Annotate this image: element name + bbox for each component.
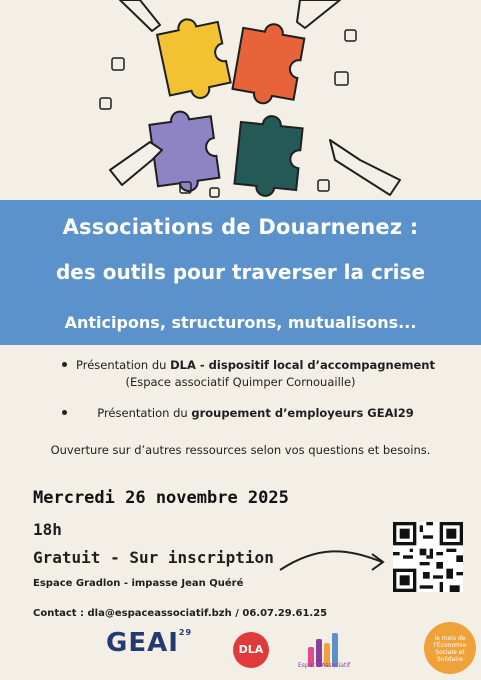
- title-band: [0, 200, 481, 345]
- geai-logo: [106, 628, 192, 658]
- arrow-icon: [278, 540, 388, 580]
- geai-logo-number: 29: [178, 628, 193, 637]
- page-subtitle: des outils pour traverser la crise: [55, 260, 426, 284]
- hand-top-right: [297, 0, 340, 28]
- contact-info[interactable]: Contact : dla@espaceassociatif.bzh / 06.07.29.61.25: [33, 608, 328, 619]
- puzzle-illustration: [0, 0, 481, 200]
- small-piece-outline: [210, 188, 219, 197]
- yellow-puzzle-piece: [155, 13, 232, 104]
- item-text: Présentation du: [97, 406, 192, 420]
- dla-logo: DLA: [233, 632, 269, 668]
- event-time: 18h: [33, 520, 62, 539]
- mois-ess-logo: [424, 622, 476, 674]
- orange-puzzle-piece: [231, 19, 306, 109]
- event-venue: Espace Gradlon - impasse Jean Quéré: [33, 578, 244, 589]
- geai-logo-text: GEAI: [106, 628, 179, 658]
- small-piece-outline: [318, 180, 329, 191]
- small-piece-outline: [100, 98, 111, 109]
- hand-bottom-right: [330, 140, 400, 195]
- small-piece-outline: [112, 58, 124, 70]
- qr-code[interactable]: [393, 522, 463, 592]
- closing-note: Ouverture sur d’autres ressources selon vos questions et besoins.: [50, 443, 431, 457]
- event-date: Mercredi 26 novembre 2025: [33, 488, 289, 508]
- page-title: Associations de Douarnenez :: [62, 215, 419, 239]
- small-piece-outline: [335, 72, 348, 85]
- item-highlight: groupement d’employeurs GEAI29: [191, 406, 414, 420]
- hand-top-left: [120, 0, 160, 31]
- mois-ess-text: le mois de l'Économie Sociale et Solidaire: [433, 635, 467, 663]
- teal-puzzle-piece: [234, 113, 304, 199]
- list-item: [0, 406, 481, 420]
- list-item: [0, 358, 481, 372]
- bullet-icon: [62, 410, 67, 415]
- espace-associatif-label: Espace Associatif: [298, 662, 351, 669]
- item-subtext: (Espace associatif Quimper Cornouaille): [125, 375, 356, 389]
- event-price: Gratuit - Sur inscription: [33, 548, 274, 567]
- item-highlight: DLA - dispositif local d’accompagnement: [170, 358, 435, 372]
- item-text: Présentation du: [76, 358, 171, 372]
- bullet-icon: [62, 362, 67, 367]
- qr-code-icon: [393, 522, 463, 592]
- hero-illustration: [0, 0, 481, 200]
- tagline: Anticipons, structurons, mutualisons...: [64, 313, 417, 332]
- small-piece-outline: [345, 30, 356, 41]
